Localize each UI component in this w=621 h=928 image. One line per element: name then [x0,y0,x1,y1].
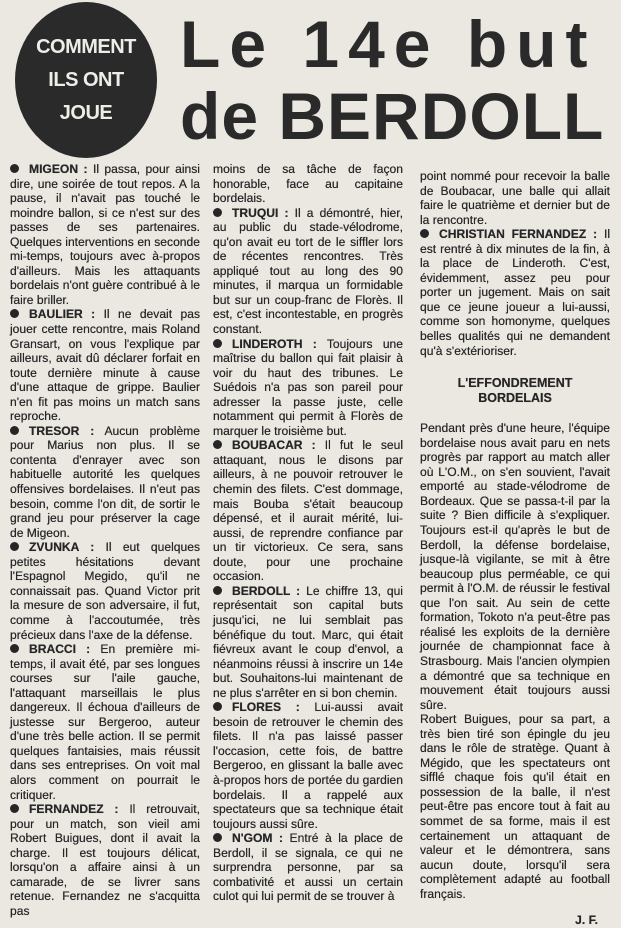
player-rating-text: point nommé pour recevoir la balle de Boubacar, une balle qui allait faire le quatrième et dernier but de la rencontre. [420,169,610,227]
player-rating-text: Aucun problème pour Marius non plus. Il se contenta d'enrayer avec son habituelle autorité les quelques offensives bordelaises. Il n'eut pas besoin, comme l'on dit, de sortir le grand jeu pour préserver la cage de Migeon. [10,423,200,540]
player-rating-paragraph [213,206,403,337]
player-rating-paragraph [213,700,403,831]
player-rating-paragraph [10,307,200,423]
player-name: FERNANDEZ : [29,802,119,817]
player-rating-paragraph [10,802,200,918]
player-rating-paragraph [213,831,403,904]
bullet-icon [10,644,19,653]
player-rating-text: Le chiffre 13, qui représentait son capital buts jusqu'ici, ne lui semblait pas bénéfique du tout. Marc, qui était fiévreux avant le coup d'envol, a néanmoins réussi à inscrire un 14e but. Souhaitons-lui maintenant de ne plus s'arrêter en si bon chemin. [213,583,403,700]
player-rating-paragraph [420,169,610,227]
section-heading: L'EFFONDREMENT BORDELAIS [457,376,573,405]
player-name: CHRISTIAN FERNANDEZ : [439,227,598,242]
headline-line-2: de BERDOLL [180,79,605,153]
player-rating-text: Il passa, pour ainsi dire, une soirée de tout repos. A la pause, il n'avait pas touché le moindre ballon, si ce n'est sur des passes de ses partenaires. Quelques interventions en seconde mi-temps, toujours avec à-propos d'ailleurs. Mais les attaquants bordelais n'ont guère contribué à le faire briller. [10,162,200,307]
player-name: BAULIER : [29,307,96,322]
player-rating-text: Il a démontré, hier, au public du stade-vélodrome, qu'on avait eu tort de le siffler lors de récentes rencontres. Très appliqué tout au long des 90 minutes, il marqua un formidable but sur un coup-franc de Florès. Il est, c'est incontestable, en progrès constant. [213,205,403,337]
section-badge [15,2,157,158]
player-name: MIGEON : [29,162,88,176]
player-rating-paragraph [213,162,403,206]
bullet-icon [213,702,222,711]
badge-line: ILS ONT [48,68,124,91]
bullet-icon [213,339,222,348]
bullet-icon [10,542,19,551]
player-name: TRESOR : [29,423,95,438]
player-name: ZVUNKA : [29,540,95,555]
player-rating-paragraph [213,438,403,583]
bullet-icon [213,586,222,595]
headline-line-1: Le 14e but [180,7,597,81]
player-rating-paragraph [213,337,403,439]
player-name: BRACCI : [29,642,91,657]
player-rating-paragraph [10,642,200,802]
player-rating-text: En première mi-temps, il avait été, par ses longues courses sur l'aile gauche, l'attaquant marseillais le plus dangereux. Il échoua d'ailleurs de justesse sur Bergeroo, auteur d'une très belle action. Il se permit quelques fantaisies, mais réussit dans ses entreprises. On voit mal alors comment on pourrait le critiquer. [10,642,200,802]
player-rating-text: Il fut le seul attaquant, nous le disons par ailleurs, à ne pouvoir retrouver le chemin des filets. C'est dommage, mais Bouba s'était beaucoup dépensé, et il aurait mérité, lui-aussi, de reprendre confiance par un tir victorieux. Ce sera, sans doute, pour une prochaine occasion. [213,438,403,584]
player-name: LINDEROTH : [232,336,317,351]
bullet-icon [10,164,19,173]
player-name: BOUBACAR : [232,438,316,453]
headline [180,8,612,152]
player-rating-paragraph [420,227,610,358]
player-rating-text: moins de sa tâche de façon honorable, face au capitaine bordelais. [213,162,403,206]
player-name: TRUQUI : [232,205,289,220]
article-column-1 [10,162,200,918]
player-rating-paragraph [213,584,403,700]
body-paragraph: Robert Buigues, pour sa part, a très bien tiré son épingle du jeu dans le rôle de stratège. Quant à Mégido, que les spectateurs ont sifflé chaque fois qu'il était en possession de la balle, il n'est peut-être pas encore tout à fait au sommet de sa forme, mais il est certainement un attaquant de valeur et le démontrera, sans aucun doute, lorsqu'il sera complètement adapté au football français. [420,712,610,901]
bullet-icon [213,440,222,449]
player-name: BERDOLL : [232,583,301,598]
player-rating-text: Lui-aussi avait besoin de retrouver le chemin des filets. Il n'a pas laissé passer l'occasion, cette fois, de battre Bergeroo, en glissant la balle avec à-propos hors de portée du gardien bordelais. Il a rappelé aux spectateurs que sa technique était toujours aussi sûre. [213,700,403,831]
badge-line: COMMENT [36,35,136,58]
player-rating-text: Il est rentré à dix minutes de la fin, à la place de Linderoth. C'est, évidemment, assez peu pour porter un jugement. Mais on sait que ce jeune joueur a lui-aussi, comme son homonyme, quelques belles qualités qui ne demandent qu'à s'extérioriser. [420,227,610,358]
player-rating-paragraph [10,162,200,307]
bullet-icon [420,229,429,238]
player-rating-paragraph [10,424,200,540]
player-rating-paragraph [10,540,200,642]
author-signature: J. F. [575,913,598,928]
article-column-3 [420,169,610,928]
player-rating-text: Il ne devait pas jouer cette rencontre, mais Roland Gransart, on vous l'explique par ailleurs, avait dû déclarer forfait en toute dernière minute à cause d'une attaque de grippe. Baulier n'en fit pas moins un match sans reproche. [10,307,200,424]
player-name: FLORES : [232,700,300,715]
bullet-icon [213,833,222,842]
article-column-2 [213,162,403,904]
player-rating-text: Il eut quelques petites hésitations devant l'Espagnol Megido, qu'il ne connaissait pas. Quand Victor prit la mesure de son adversaire, il fut, comme à l'accoutumée, très précieux dans l'axe de la défense. [10,540,200,642]
player-rating-text: Toujours une maîtrise du ballon qui fait plaisir à voir du haut des tribunes. Le Suédois n'a pas son pareil pour adresser la passe juste, celle notamment qui permit à Florès de marquer le troisième but. [213,336,403,438]
body-paragraph: Pendant près d'une heure, l'équipe bordelaise nous avait paru en nets progrès par rapport au match aller où L'O.M., on s'en souvient, l'avait emporté au stade-vélodrome de Bordeaux. Que se passa-t-il par la suite ? Bien difficile à s'expliquer. Toujours est-il qu'après le but de Berdoll, la défense bordelaise, jusque-là vigilante, se mit à être beaucoup plus perméable, ce qui permit à l'O.M. de réussir le festival que l'on sait. Au sein de cette formation, Tokoto n'a peut-être pas réalisé les exploits de la dernière journée de championnat face à Strasbourg. Mais l'ancien olympien a démontré que sa technique en mouvement était toujours aussi sûre. [420,421,610,712]
bullet-icon [10,426,19,435]
bullet-icon [213,208,222,217]
player-name: N'GOM : [232,831,284,846]
bullet-icon [10,309,19,318]
player-rating-text: Il retrouvait, pour un match, son vieil ami Robert Buigues, dont il avait la charge. Il est toujours délicat, lorsqu'on a affaire ainsi à un camarade, de se livrer sans retenue. Fernandez ne s'acquitta pas [10,802,200,918]
player-rating-text: Entré à la place de Berdoll, il se signala, ce qui ne surprendra personne, par sa combativité et aussi un certain culot qui lui permit de se trouver à [213,831,403,904]
badge-line: JOUE [59,101,113,124]
